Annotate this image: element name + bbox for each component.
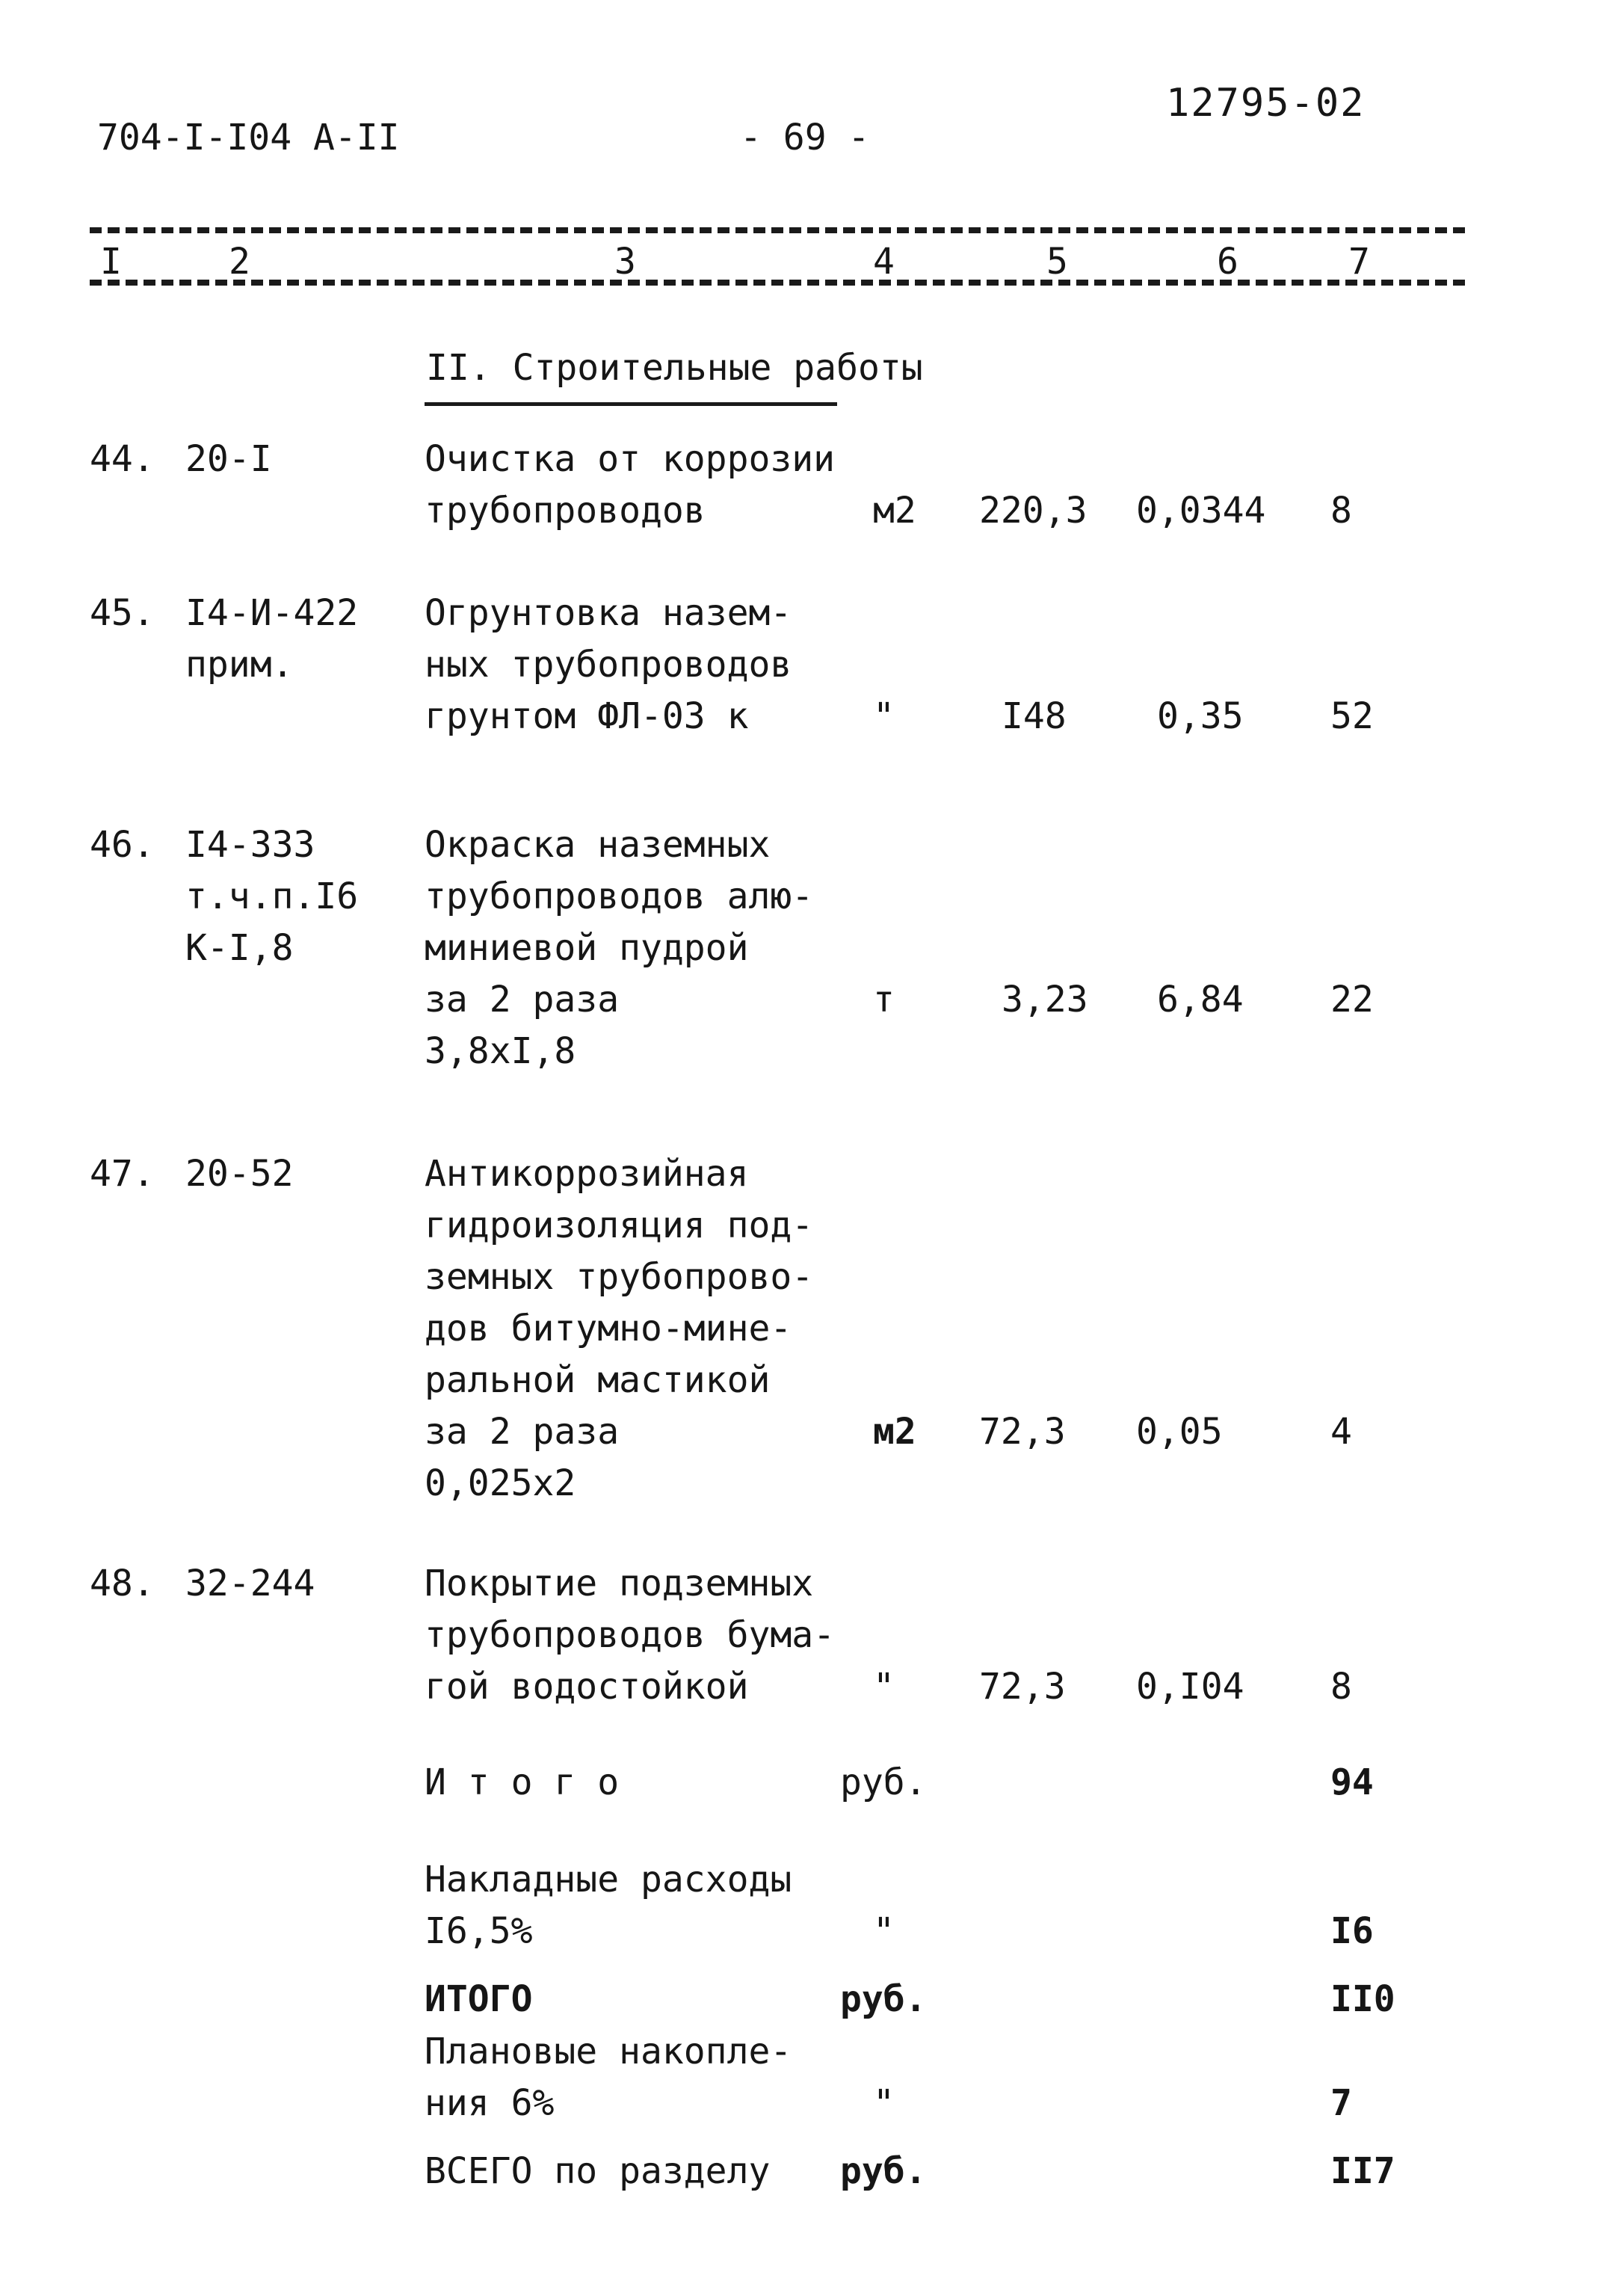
unit: т [873, 979, 895, 1021]
summary-unit: " [873, 2082, 895, 2124]
rate-code: I4-333 т.ч.п.I6 К-I,8 [185, 824, 359, 969]
work-description: Окраска наземных трубопроводов алю- миниевой пудрой за 2 раза 3,8хI,8 [425, 824, 814, 1072]
top-dashed-rule [90, 227, 1465, 233]
summary-label: Накладные расходы I6,5% [425, 1859, 792, 1952]
column-number-4: 4 [873, 241, 895, 283]
column-number-1: I [100, 241, 122, 283]
summary-label: ИТОГО [425, 1978, 533, 2020]
rate-code: 32-244 [185, 1563, 315, 1604]
unit-price: 0,35 [1157, 695, 1244, 737]
unit: м2 [873, 1411, 916, 1453]
total-cost: 8 [1330, 490, 1352, 532]
registration-stamp: 12795-02 [1166, 81, 1366, 126]
unit: м2 [873, 490, 916, 532]
work-description: Покрытие подземных трубопроводов бума- гой водостойкой [425, 1563, 836, 1708]
summary-total: I6 [1330, 1910, 1374, 1952]
bottom-dashed-rule [90, 280, 1465, 286]
quantity: 72,3 [979, 1411, 1066, 1453]
section-title-underline [425, 402, 837, 406]
row-number: 46. [90, 824, 155, 866]
row-number: 44. [90, 438, 155, 480]
unit: " [873, 1666, 895, 1708]
column-number-5: 5 [1046, 241, 1068, 283]
work-description: Очистка от коррозии трубопроводов [425, 438, 836, 532]
page-number: - 69 - [740, 117, 870, 158]
rate-code: I4-И-422 прим. [185, 592, 359, 686]
summary-total: 7 [1330, 2082, 1352, 2124]
summary-unit: руб. [840, 1761, 927, 1803]
summary-total: 94 [1330, 1761, 1374, 1803]
quantity: 220,3 [979, 490, 1088, 532]
section-title: II. Строительные работы [426, 347, 923, 389]
summary-unit: руб. [840, 2150, 927, 2192]
document-code: 704-I-I04 А-II [97, 117, 400, 158]
work-description: Огрунтовка назем- ных трубопроводов грунтом ФЛ-03 к [425, 592, 792, 737]
summary-unit: руб. [840, 1978, 927, 2020]
unit-price: 0,0344 [1136, 490, 1266, 532]
unit-price: 0,I04 [1136, 1666, 1244, 1708]
quantity: 3,23 [1002, 979, 1088, 1021]
unit: " [873, 695, 895, 737]
total-cost: 4 [1330, 1411, 1352, 1453]
total-cost: 22 [1330, 979, 1374, 1021]
total-cost: 52 [1330, 695, 1374, 737]
row-number: 48. [90, 1563, 155, 1604]
column-number-7: 7 [1348, 241, 1370, 283]
summary-total: II0 [1330, 1978, 1395, 2020]
summary-label: ВСЕГО по разделу [425, 2150, 771, 2192]
rate-code: 20-I [185, 438, 272, 480]
column-number-2: 2 [229, 241, 250, 283]
rate-code: 20-52 [185, 1153, 294, 1195]
total-cost: 8 [1330, 1666, 1352, 1708]
quantity: 72,3 [979, 1666, 1066, 1708]
unit-price: 0,05 [1136, 1411, 1223, 1453]
unit-price: 6,84 [1157, 979, 1244, 1021]
column-number-6: 6 [1217, 241, 1238, 283]
summary-label: Плановые накопле- ния 6% [425, 2031, 792, 2124]
row-number: 45. [90, 592, 155, 634]
summary-unit: " [873, 1910, 895, 1952]
row-number: 47. [90, 1153, 155, 1195]
column-number-3: 3 [614, 241, 636, 283]
work-description: Антикоррозийная гидроизоляция под- земных трубопрово- дов битумно-мине- ральной мастикой за 2 раза 0,025х2 [425, 1153, 814, 1504]
summary-label: И т о г о [425, 1761, 620, 1803]
summary-total: II7 [1330, 2150, 1395, 2192]
quantity: I48 [1002, 695, 1067, 737]
